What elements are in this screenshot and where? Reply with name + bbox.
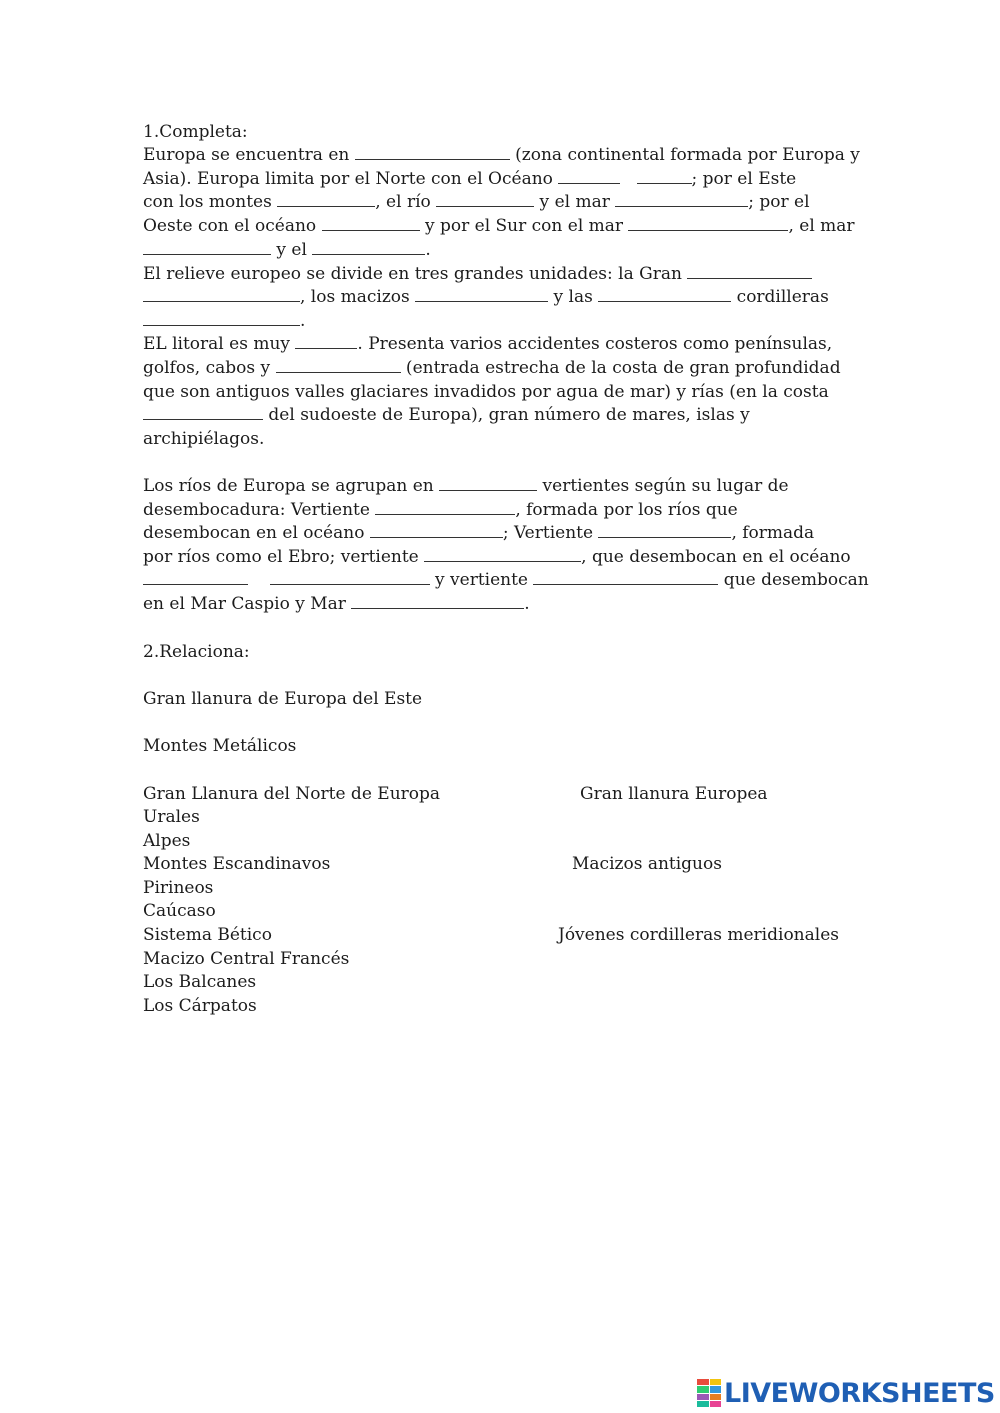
relate-category[interactable]: Macizos antiguos xyxy=(572,854,722,874)
line-text: del sudoeste de Europa), gran número de mares, islas y xyxy=(263,405,750,425)
answer-blank[interactable] xyxy=(143,405,263,420)
line-text: que desembocan xyxy=(718,570,869,590)
line-text: vertientes según su lugar de xyxy=(537,476,789,496)
line-text: por ríos como el Ebro; vertiente xyxy=(143,547,425,567)
line-text: EL litoral es muy xyxy=(143,334,296,354)
logo-tile xyxy=(710,1379,722,1385)
paragraph-line xyxy=(143,427,264,451)
liveworksheets-logo xyxy=(697,1378,995,1408)
answer-blank[interactable] xyxy=(439,476,537,491)
line-text: (entrada estrecha de la costa de gran profundidad xyxy=(400,358,841,378)
section2-title: 2.Relaciona: xyxy=(143,642,250,662)
paragraph-line xyxy=(143,521,814,545)
answer-blank[interactable] xyxy=(270,570,430,585)
relate-item[interactable]: Urales xyxy=(143,807,200,827)
paragraph-line xyxy=(143,403,750,427)
line-text: que son antiguos valles glaciares invadidos por agua de mar) y rías (en la costa xyxy=(143,382,829,402)
logo-tile xyxy=(697,1394,709,1400)
line-text: , el río xyxy=(375,192,437,212)
line-text: ; por el xyxy=(748,192,810,212)
line-text: ; por el Este xyxy=(691,169,797,189)
line-text: y el xyxy=(271,240,313,260)
logo-tile xyxy=(697,1386,709,1392)
answer-blank[interactable] xyxy=(558,169,620,184)
paragraph-line xyxy=(143,592,530,616)
relate-category[interactable]: Gran llanura Europea xyxy=(580,784,768,804)
answer-blank[interactable] xyxy=(351,594,524,609)
paragraph-line xyxy=(143,498,738,522)
paragraph-line xyxy=(143,214,855,238)
answer-blank[interactable] xyxy=(143,570,248,585)
line-text xyxy=(248,570,270,590)
line-text: y las xyxy=(548,287,599,307)
logo-text: LIVEWORKSHEETS xyxy=(724,1377,995,1409)
answer-blank[interactable] xyxy=(415,287,548,302)
line-text: desembocan en el océano xyxy=(143,523,370,543)
line-text: , formada xyxy=(731,523,815,543)
line-text: . xyxy=(300,311,306,331)
answer-blank[interactable] xyxy=(277,192,375,207)
paragraph-line xyxy=(143,356,841,380)
paragraph-line xyxy=(143,545,851,569)
logo-tile xyxy=(710,1394,722,1400)
line-text: . xyxy=(425,240,431,260)
line-text: desembocadura: Vertiente xyxy=(143,500,376,520)
relate-item[interactable]: Gran Llanura del Norte de Europa xyxy=(143,784,441,804)
paragraph-line xyxy=(143,332,832,356)
relate-category[interactable]: Jóvenes cordilleras meridionales xyxy=(558,925,839,945)
relate-item[interactable]: Los Cárpatos xyxy=(143,996,257,1016)
answer-blank[interactable] xyxy=(143,311,300,326)
section1-title: 1.Completa: xyxy=(143,122,248,142)
relate-item[interactable]: Montes Metálicos xyxy=(143,736,297,756)
line-text: y el mar xyxy=(534,192,616,212)
relate-item[interactable]: Sistema Bético xyxy=(143,925,272,945)
answer-blank[interactable] xyxy=(533,570,718,585)
line-text: , formada por los ríos que xyxy=(515,500,738,520)
answer-blank[interactable] xyxy=(355,145,510,160)
answer-blank[interactable] xyxy=(628,216,788,231)
answer-blank[interactable] xyxy=(143,287,300,302)
relate-item[interactable]: Los Balcanes xyxy=(143,972,257,992)
answer-blank[interactable] xyxy=(687,264,812,279)
relate-item[interactable]: Gran llanura de Europa del Este xyxy=(143,689,423,709)
logo-tile xyxy=(710,1386,722,1392)
logo-tile xyxy=(697,1401,709,1407)
paragraph-line xyxy=(143,474,789,498)
answer-blank[interactable] xyxy=(375,500,515,515)
paragraph-line xyxy=(143,285,829,309)
relate-item[interactable]: Alpes xyxy=(143,831,191,851)
paragraph-line xyxy=(143,143,860,167)
logo-tile xyxy=(710,1401,722,1407)
paragraph-line xyxy=(143,167,796,191)
paragraph-line xyxy=(143,568,869,592)
line-text: , el mar xyxy=(788,216,855,236)
liveworksheets-logo-icon xyxy=(697,1379,721,1407)
answer-blank[interactable] xyxy=(598,523,731,538)
logo-tile xyxy=(697,1379,709,1385)
line-text: Europa se encuentra en xyxy=(143,145,355,165)
line-text: con los montes xyxy=(143,192,278,212)
answer-blank[interactable] xyxy=(295,334,357,349)
line-text: Oeste con el océano xyxy=(143,216,322,236)
line-text: y vertiente xyxy=(429,570,534,590)
line-text: Los ríos de Europa se agrupan en xyxy=(143,476,440,496)
relate-item[interactable]: Pirineos xyxy=(143,878,214,898)
answer-blank[interactable] xyxy=(598,287,731,302)
line-text: , los macizos xyxy=(300,287,416,307)
paragraph-line xyxy=(143,262,812,286)
line-text: . Presenta varios accidentes costeros como penínsulas, xyxy=(357,334,833,354)
relate-item[interactable]: Montes Escandinavos xyxy=(143,854,331,874)
answer-blank[interactable] xyxy=(143,240,271,255)
paragraph-line xyxy=(143,380,829,404)
paragraph-line xyxy=(143,190,810,214)
relate-item[interactable]: Caúcaso xyxy=(143,901,216,921)
answer-blank[interactable] xyxy=(615,192,748,207)
relate-item[interactable]: Macizo Central Francés xyxy=(143,949,350,969)
line-text: . xyxy=(524,594,530,614)
answer-blank[interactable] xyxy=(370,523,503,538)
line-text: en el Mar Caspio y Mar xyxy=(143,594,352,614)
line-text: y por el Sur con el mar xyxy=(419,216,629,236)
line-text: El relieve europeo se divide en tres grandes unidades: la Gran xyxy=(143,264,688,284)
line-text: archipiélagos. xyxy=(143,429,265,449)
answer-blank[interactable] xyxy=(312,240,425,255)
line-text: Asia). Europa limita por el Norte con el Océano xyxy=(143,169,559,189)
answer-blank[interactable] xyxy=(322,216,420,231)
answer-blank[interactable] xyxy=(424,547,581,562)
line-text: , que desembocan en el océano xyxy=(581,547,851,567)
paragraph-line xyxy=(143,309,305,333)
answer-blank[interactable] xyxy=(436,192,534,207)
line-text xyxy=(620,169,636,189)
answer-blank[interactable] xyxy=(276,358,401,373)
line-text: golfos, cabos y xyxy=(143,358,276,378)
line-text: cordilleras xyxy=(731,287,829,307)
line-text: (zona continental formada por Europa y xyxy=(509,145,860,165)
answer-blank[interactable] xyxy=(637,169,692,184)
paragraph-line xyxy=(143,238,431,262)
line-text: ; Vertiente xyxy=(502,523,599,543)
